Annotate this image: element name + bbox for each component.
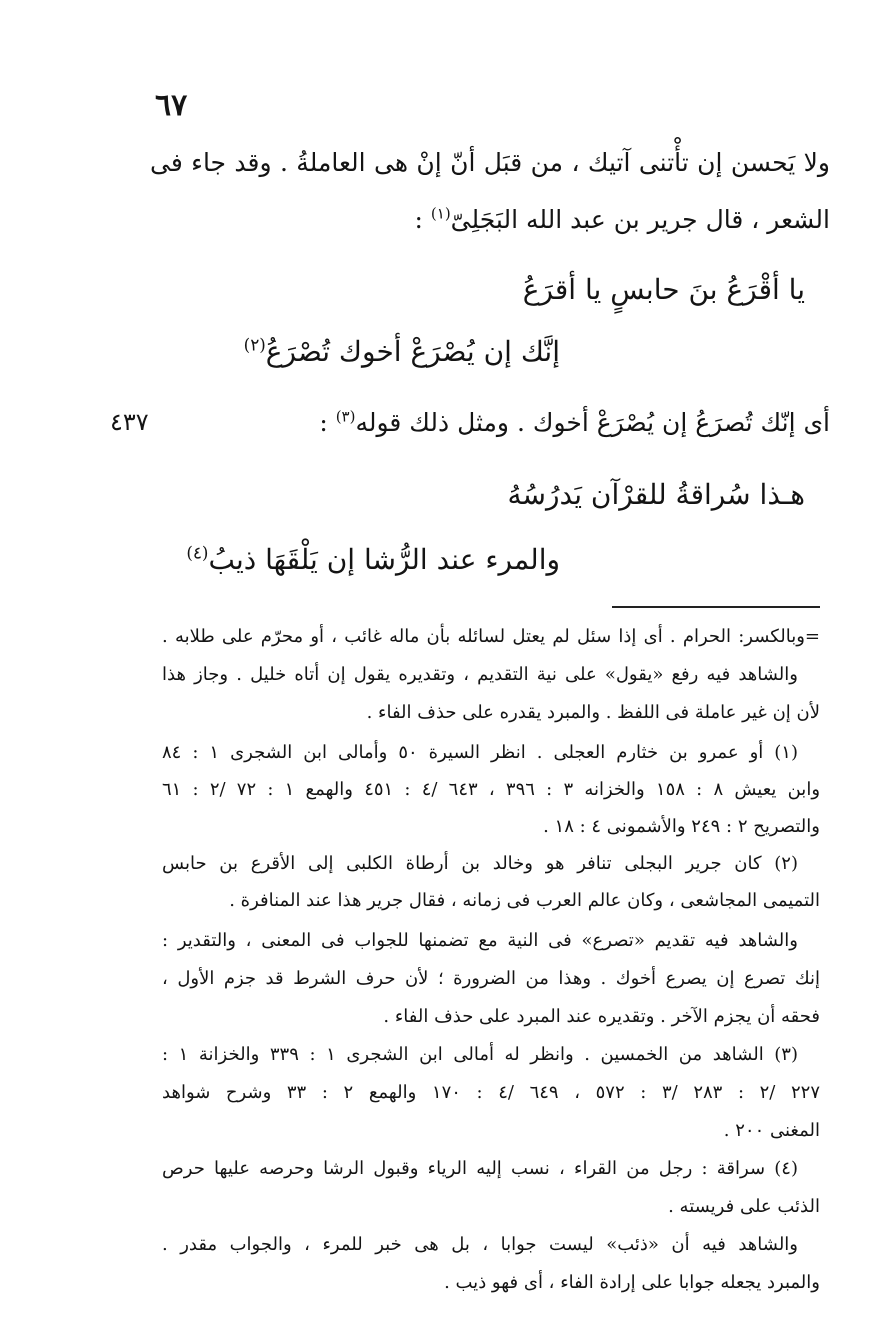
main-paragraph-line xyxy=(150,408,830,438)
footnote-4-line: (٤) سراقة : رجل من القراء ، نسب إليه الرياء وقبول الرشا وحرصه عليها حرص xyxy=(162,1158,798,1179)
verse-text: والمرء عند الرُّشا إن يَلْقَهَا ذيبُ xyxy=(208,543,560,576)
footnote-1-line: (١) أو عمرو بن خثارم العجلى . انظر السيرة ٥٠ وأمالى ابن الشجرى ١ : ٨٤ xyxy=(162,742,798,763)
footnote-3-line: (٣) الشاهد من الخمسين . وانظر له أمالى ابن الشجرى ١ : ٣٣٩ والخزانة ١ : xyxy=(162,1044,798,1065)
footnote-marker: (٤) xyxy=(186,542,209,563)
footnote-line: لأن إن غير عاملة فى اللفظ . والمبرد يقدره على حذف الفاء . xyxy=(366,702,820,723)
footnote-line: =وبالكسر: الحرام . أى إذا سئل لم يعتل لسائله بأن ماله غائب ، أو محرّم على طلابه . xyxy=(162,626,820,647)
footnote-2-line: والشاهد فيه تقديم «تصرع» فى النية مع تضمنها للجواب فى المعنى ، والتقدير : xyxy=(162,930,798,951)
footnote-separator xyxy=(612,606,820,608)
footnote-3-line: المغنى ٢٠٠ . xyxy=(723,1120,820,1141)
footnote-1-line: والتصريح ٢ : ٢٤٩ والأشمونى ٤ : ١٨ . xyxy=(543,816,820,837)
verse-1-second-hemistich xyxy=(244,335,560,369)
main-text-fragment: : xyxy=(319,408,336,437)
verse-2-second-hemistich xyxy=(186,543,560,577)
footnote-3-line: ٢٢٧ /٢ : ٢٨٣ /٣ : ٥٧٢ ، ٦٤٩ /٤ : ١٧٠ والهمع ٢ : ٣٣ وشرح شواهد xyxy=(162,1082,820,1103)
footnote-marker: (٢) xyxy=(243,334,266,355)
verse-2-first-hemistich: هـذا سُراقةُ للقرْآن يَدرُسُهُ xyxy=(507,478,805,511)
footnote-2-line: (٢) كان جرير البجلى تنافر هو وخالد بن أرطاة الكلبى إلى الأقرع بن حابس xyxy=(162,853,798,874)
footnote-line: والشاهد فيه رفع «يقول» على نية التقديم ، وتقديره يقول إن أتاه خليل . وجاز هذا xyxy=(162,664,798,685)
main-text-fragment: الشعر ، قال جرير بن عبد الله البَجَلِىّ xyxy=(450,205,830,234)
verse-1-first-hemistich: يا أقْرَعُ بنَ حابسٍ يا أقرَعُ xyxy=(522,273,805,306)
main-text-fragment: أى إنّك تُصرَعُ إن يُصْرَعْ أخوك . ومثل ذلك قوله xyxy=(355,408,830,437)
footnote-2-line: التميمى المجاشعى ، وكان عالم العرب فى زمانه ، فقال جرير هذا عند المنافرة . xyxy=(229,890,820,911)
main-paragraph-line: ولا يَحسن إن تأْتنى آتيك ، من قبَل أنّ إنْ هى العاملةُ . وقد جاء فى xyxy=(150,148,830,177)
footnote-1-line: وابن يعيش ٨ : ١٥٨ والخزانه ٣ : ٣٩٦ ، ٦٤٣ /٤ : ٤٥١ والهمع ١ : ٧٢ /٢ : ٦١ xyxy=(162,779,821,800)
footnote-4-line: والمبرد يجعله جوابا على إرادة الفاء ، أى فهو ذيب . xyxy=(444,1272,820,1293)
footnote-2-line: فحقه أن يجزم الآخر . وتقديره عند المبرد على حذف الفاء . xyxy=(383,1006,820,1027)
footnote-marker: (٣) xyxy=(335,407,356,426)
page-number: ٦٧ xyxy=(155,88,188,123)
main-paragraph-line xyxy=(150,205,830,235)
verse-text: إنَّك إن يُصْرَعْ أخوك تُصْرَعُ xyxy=(265,335,560,368)
margin-reference-number: ٤٣٧ xyxy=(110,408,149,436)
footnote-4-line: والشاهد فيه أن «ذئب» ليست جوابا ، بل هى خبر للمرء ، والجواب مقدر . xyxy=(162,1234,798,1255)
main-text-fragment: : xyxy=(414,205,431,234)
footnote-marker: (١) xyxy=(430,204,451,223)
footnote-4-line: الذئب على فريسته . xyxy=(668,1196,820,1217)
footnote-2-line: إنك تصرع إن يصرع أخوك . وهذا من الضرورة ؛ لأن حرف الشرط قد جزم الأول ، xyxy=(162,968,820,989)
